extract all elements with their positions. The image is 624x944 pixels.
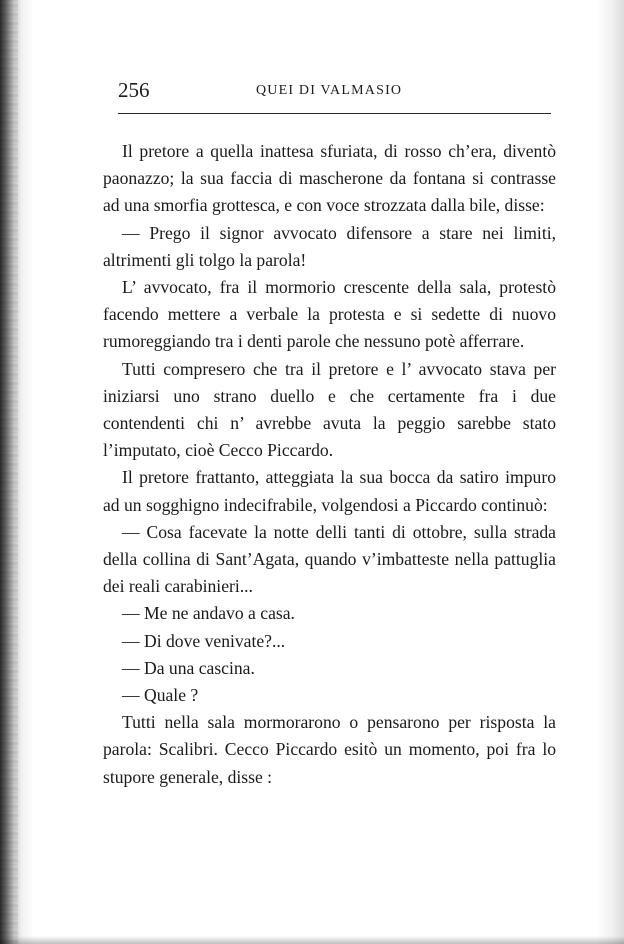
paragraph-dialogue: — Cosa facevate la notte delli tanti di ottobre, sulla strada della collina di Sant’Agata, quando v’imbatteste nella pattuglia dei reali carabinieri...	[103, 521, 556, 597]
paragraph-dialogue: — Da una cascina.	[122, 657, 255, 678]
header-rule	[118, 113, 551, 114]
paragraph: Il pretore frattanto, atteggiata la sua bocca da satiro impuro ad un sogghigno indecifrabile, volgendosi a Piccardo continuò:	[103, 467, 556, 515]
body-text	[103, 138, 556, 791]
paragraph-dialogue: — Prego il signor avvocato difensore a stare nei limiti, altrimenti gli tolgo la parola!	[103, 222, 556, 270]
page-header	[118, 78, 551, 108]
paragraph-dialogue: — Di dove venivate?...	[122, 630, 286, 651]
page-number: 256	[118, 78, 150, 102]
paragraph-dialogue: — Me ne andavo a casa.	[122, 603, 295, 624]
paragraph: Il pretore a quella inattesa sfuriata, di rosso ch’era, diventò paonazzo; la sua faccia di mascherone da fontana si contrasse ad una smorfia grottesca, e con voce strozzata dalla bile, disse:	[103, 141, 556, 216]
running-title: QUEI DI VALMASIO	[256, 83, 403, 98]
page-binding-edge	[0, 0, 18, 944]
page-bottom-edge	[0, 936, 624, 944]
paragraph-dialogue: — Quale ?	[122, 685, 199, 706]
paragraph: Tutti nella sala mormorarono o pensarono per risposta la parola: Scalibri. Cecco Piccardo esitò un momento, poi fra lo stupore generale, disse :	[103, 712, 556, 787]
paragraph: Tutti compresero che tra il pretore e l’ avvocato stava per iniziarsi uno strano duello e che certamente fra i due contendenti chi n’ avrebbe avuta la peggio sarebbe stato l’imputato, cioè Cecco Piccardo.	[103, 358, 556, 461]
paragraph: L’ avvocato, fra il mormorio crescente della sala, protestò facendo mettere a verbale la protesta e si sedette di nuovo rumoreggiando tra i denti parole che nessuno potè afferrare.	[103, 277, 556, 352]
